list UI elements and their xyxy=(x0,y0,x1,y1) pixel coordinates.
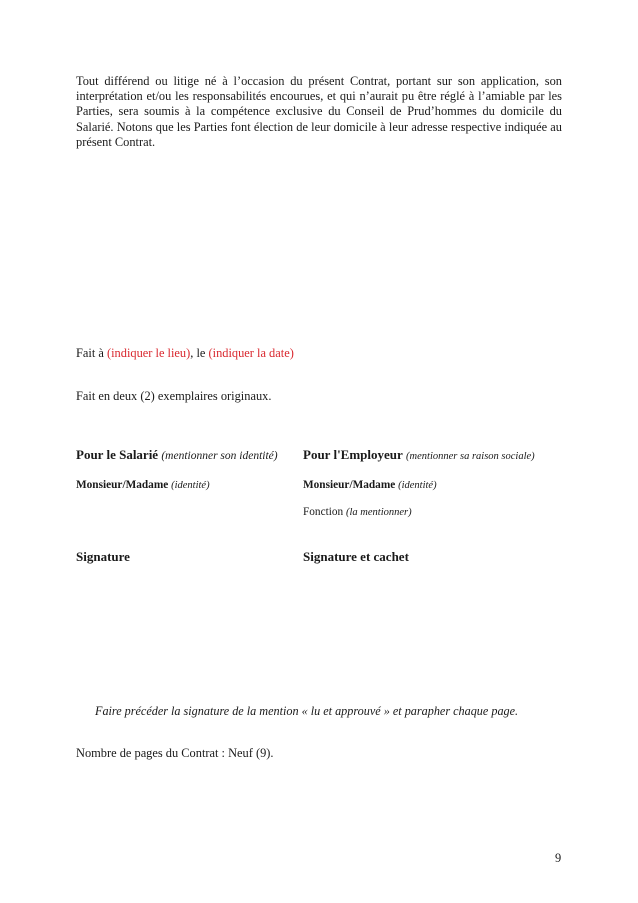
signature-instruction-note: Faire précéder la signature de la mention « lu et approuvé » et parapher chaque page. xyxy=(95,704,519,718)
employer-heading-line xyxy=(303,447,535,463)
employer-function-line xyxy=(303,506,412,518)
employer-signature-label: Signature et cachet xyxy=(303,549,409,564)
employee-name-hint: (identité) xyxy=(171,480,210,491)
dispute-clause-paragraph: Tout différend ou litige né à l’occasion du présent Contrat, portant sur son application, son interprétation et/ou les responsabilités encourues, et qui n’aurait pu être réglé à l’amiable par les Parties, sera soumis à la compétence exclusive du Conseil de Prud’hommes du domicile du Salarié. Notons que les Parties font élection de leur domicile à leur adresse respective indiquée au présent Contrat. xyxy=(76,74,562,149)
employer-heading-hint: (mentionner sa raison sociale) xyxy=(406,451,535,462)
place-date-middle: , le xyxy=(190,346,209,360)
employee-signature-label: Signature xyxy=(76,549,130,564)
employee-name-line xyxy=(76,479,210,491)
page-number: 9 xyxy=(555,851,562,865)
employer-heading: Pour l'Employeur xyxy=(303,447,403,462)
page-count-line: Nombre de pages du Contrat : Neuf (9). xyxy=(76,746,274,760)
place-placeholder: (indiquer le lieu) xyxy=(106,346,191,360)
employee-name-label: Monsieur/Madame xyxy=(76,479,169,491)
employee-heading-line xyxy=(76,447,278,463)
employer-function-label: Fonction xyxy=(303,506,344,518)
employer-name-line xyxy=(303,479,437,491)
employer-name-hint: (identité) xyxy=(398,480,437,491)
employee-heading: Pour le Salarié xyxy=(76,447,159,462)
employee-heading-hint: (mentionner son identité) xyxy=(161,450,278,462)
employer-function-hint: (la mentionner) xyxy=(346,507,412,518)
copies-line: Fait en deux (2) exemplaires originaux. xyxy=(76,389,272,403)
employer-name-label: Monsieur/Madame xyxy=(303,479,396,491)
place-date-line xyxy=(76,346,294,361)
date-placeholder: (indiquer la date) xyxy=(208,346,294,360)
place-date-prefix: Fait à xyxy=(76,346,107,360)
